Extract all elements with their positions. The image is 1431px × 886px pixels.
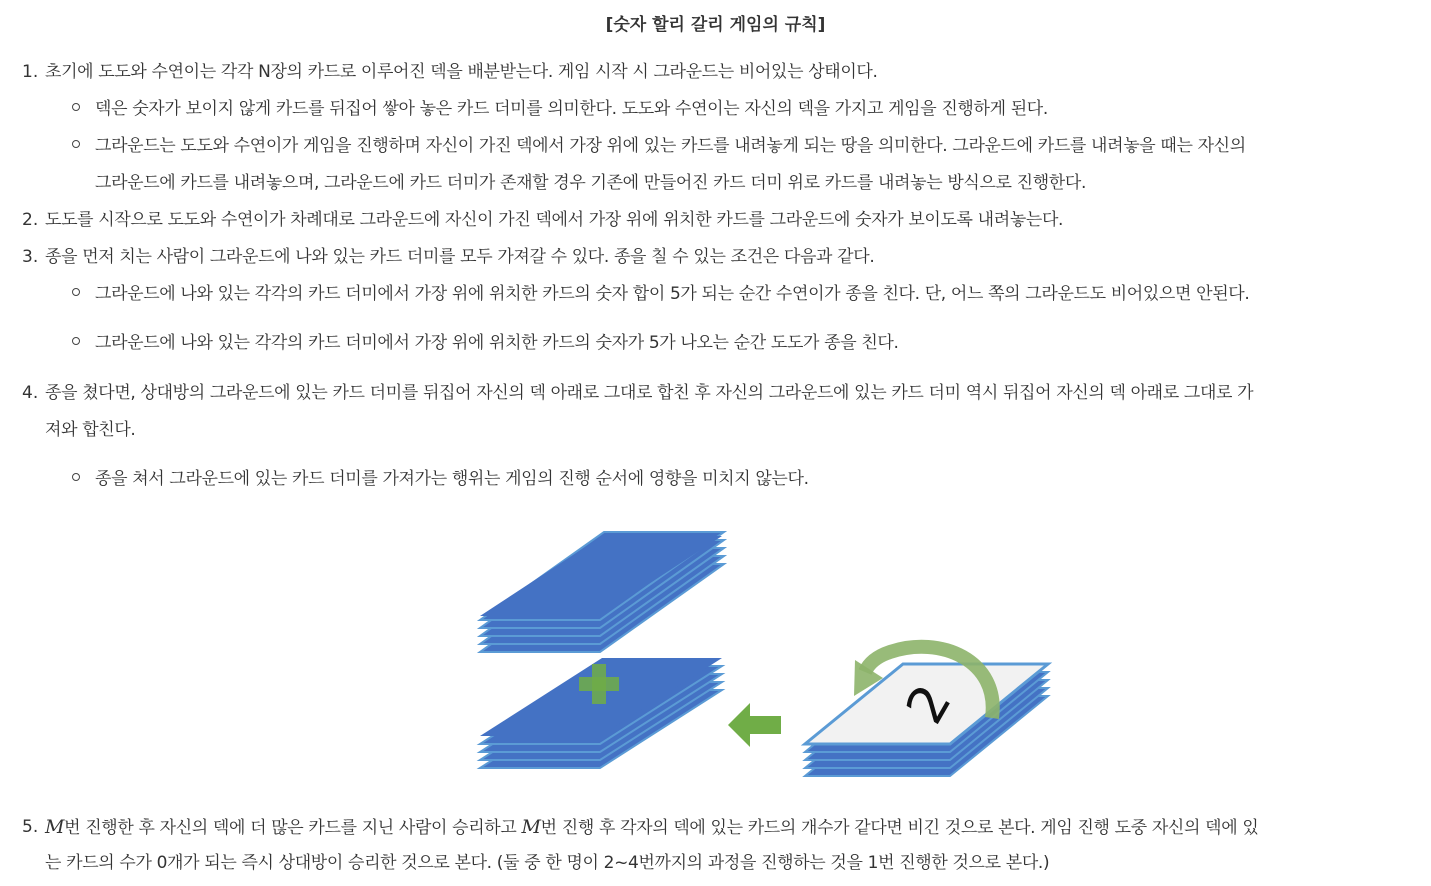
rule-5-text-line-1 xyxy=(45,815,1258,840)
rule-5-number: 5. xyxy=(22,817,39,837)
rule-1-text: 초기에 도도와 수연이는 각각 N장의 카드로 이루어진 덱을 배분받는다. 게임 시작 시 그라운드는 비어있는 상태이다. xyxy=(45,62,878,82)
rule-4-sub-1: 종을 쳐서 그라운드에 있는 카드 더미를 가져가는 행위는 게임의 진행 순서에 영향을 미치지 않는다. xyxy=(95,469,809,489)
variable-m: M xyxy=(45,816,65,838)
card-number: 2 xyxy=(895,675,964,734)
face-up-card-deck-icon xyxy=(805,664,1048,776)
bullet-icon xyxy=(72,473,80,481)
rule-3-sub-1: 그라운드에 나와 있는 각각의 카드 더미에서 가장 위에 위치한 카드의 숫자 합이 5가 되는 순간 수연이가 종을 친다. 단, 어느 쪽의 그라운드도 비어있으면 안된다. xyxy=(95,284,1250,304)
rule-1-number: 1. xyxy=(22,62,39,82)
rule-5-part-b: 번 진행 후 각자의 덱에 있는 카드의 개수가 같다면 비긴 것으로 본다. 게임 진행 도중 자신의 덱에 있 xyxy=(540,818,1259,838)
rule-4-number: 4. xyxy=(22,383,39,403)
rule-5-part-a: 번 진행한 후 자신의 덱에 더 많은 카드를 지닌 사람이 승리하고 xyxy=(64,818,522,838)
rule-3-text: 종을 먼저 치는 사람이 그라운드에 나와 있는 카드 더미를 모두 가져갈 수 있다. 종을 칠 수 있는 조건은 다음과 같다. xyxy=(45,247,875,267)
rule-1-sub-2-line-1: 그라운드는 도도와 수연이가 게임을 진행하며 자신이 가진 덱에서 가장 위에 있는 카드를 내려놓게 되는 땅을 의미한다. 그라운드에 카드를 내려놓을 때는 자신의 xyxy=(95,136,1246,156)
bullet-icon xyxy=(72,140,80,148)
top-deck-icon xyxy=(480,532,724,652)
page-title: [숫자 할리 갈리 게임의 규칙] xyxy=(605,15,826,35)
rule-1-sub-2-line-2: 그라운드에 카드를 내려놓으며, 그라운드에 카드 더미가 존재할 경우 기존에 만들어진 카드 더미 위로 카드를 내려놓는 방식으로 진행한다. xyxy=(95,173,1086,193)
rule-1-sub-1: 덱은 숫자가 보이지 않게 카드를 뒤집어 쌓아 놓은 카드 더미를 의미한다. 도도와 수연이는 자신의 덱을 가지고 게임을 진행하게 된다. xyxy=(95,99,1048,119)
bullet-icon xyxy=(72,288,80,296)
rule-2-number: 2. xyxy=(22,210,39,230)
left-arrow-icon xyxy=(728,703,781,747)
card-game-illustration xyxy=(470,530,1070,780)
bullet-icon xyxy=(72,337,80,345)
rule-4-text-line-1: 종을 쳤다면, 상대방의 그라운드에 있는 카드 더미를 뒤집어 자신의 덱 아래로 그대로 합친 후 자신의 그라운드에 있는 카드 더미 역시 뒤집어 자신의 덱 아래로 그대로 가 xyxy=(45,383,1254,403)
rule-5-text-line-2: 는 카드의 수가 0개가 되는 즉시 상대방이 승리한 것으로 본다. (둘 중 한 명이 2~4번까지의 과정을 진행하는 것을 1번 진행한 것으로 본다.) xyxy=(45,853,1050,873)
rule-3-sub-2: 그라운드에 나와 있는 각각의 카드 더미에서 가장 위에 위치한 카드의 숫자가 5가 나오는 순간 도도가 종을 친다. xyxy=(95,333,899,353)
rule-3-number: 3. xyxy=(22,247,39,267)
rule-2-text: 도도를 시작으로 도도와 수연이가 차례대로 그라운드에 자신이 가진 덱에서 가장 위에 위치한 카드를 그라운드에 숫자가 보이도록 내려놓는다. xyxy=(45,210,1064,230)
variable-m: M xyxy=(521,816,541,838)
bullet-icon xyxy=(72,103,80,111)
rule-4-text-line-2: 져와 합친다. xyxy=(45,420,136,440)
